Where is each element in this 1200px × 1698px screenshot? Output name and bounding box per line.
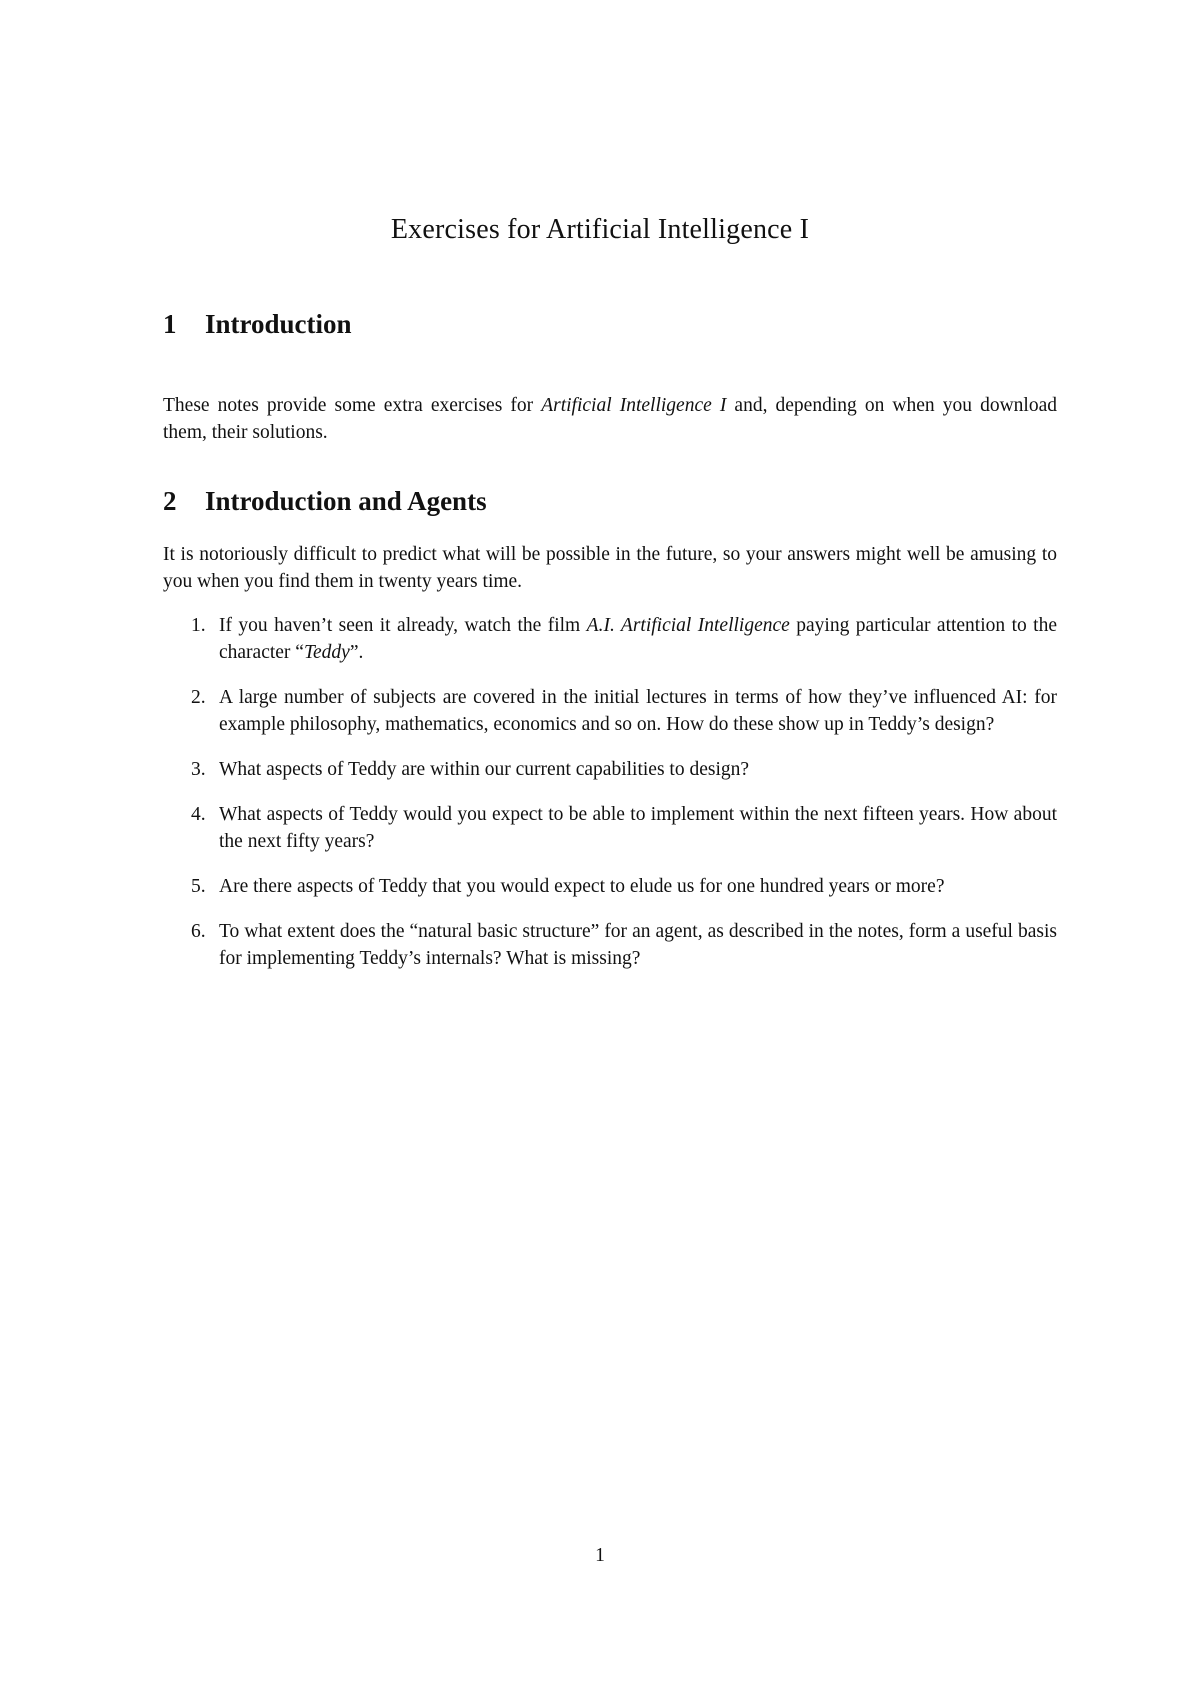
exercise-list <box>163 612 1057 990</box>
exercise-item <box>163 918 1057 972</box>
exercise-text: If you haven’t seen it already, watch the film <box>219 615 587 636</box>
document-title: Exercises for Artificial Intelligence I <box>390 214 810 245</box>
film-title-emphasis: A.I. Artificial Intelligence <box>586 615 790 636</box>
exercise-number: 5. <box>191 876 206 897</box>
section-heading-introduction <box>163 309 352 340</box>
exercise-text: To what extent does the “natural basic structure” for an agent, as described in the notes, form a useful basis for implementing Teddy’s internals? What is missing? <box>219 921 1057 969</box>
page-number: 1 <box>595 1545 605 1566</box>
section-heading-introduction-and-agents <box>163 486 487 517</box>
exercise-item <box>163 801 1057 855</box>
exercise-item <box>163 684 1057 738</box>
section-1-paragraph <box>163 392 1057 446</box>
section-title: Introduction <box>205 309 352 339</box>
section-title: Introduction and Agents <box>205 486 487 516</box>
exercise-item <box>163 873 1057 900</box>
exercise-item <box>163 612 1057 666</box>
exercise-number: 3. <box>191 759 206 780</box>
paragraph-text: and, depending on when you download them, their solutions. <box>163 395 1057 443</box>
exercise-text: What aspects of Teddy would you expect to be able to implement within the next fifteen years. How about the next fifty years? <box>219 804 1057 852</box>
paragraph-text: These notes provide some extra exercises for <box>163 395 542 416</box>
section-2-paragraph: It is notoriously difficult to predict what will be possible in the future, so your answers might well be amusing to you when you find them in twenty years time. <box>163 544 1057 592</box>
course-name-emphasis: Artificial Intelligence I <box>541 395 727 416</box>
section-number: 2 <box>163 486 177 516</box>
exercise-text: paying particular attention to the character “ <box>219 615 1058 663</box>
exercise-number: 6. <box>191 921 206 942</box>
exercise-number: 2. <box>191 687 206 708</box>
character-name-emphasis: Teddy <box>303 642 350 663</box>
section-number: 1 <box>163 309 177 339</box>
exercise-text: Are there aspects of Teddy that you would expect to elude us for one hundred years or more? <box>219 876 945 897</box>
exercise-text: What aspects of Teddy are within our current capabilities to design? <box>219 759 750 780</box>
exercise-item <box>163 756 1057 783</box>
exercise-text: ”. <box>349 642 364 663</box>
exercise-text: A large number of subjects are covered in the initial lectures in terms of how they’ve influenced AI: for example philosophy, mathematics, economics and so on. How do these show up in Teddy’s design? <box>219 687 1057 735</box>
exercise-number: 1. <box>191 615 206 636</box>
exercise-number: 4. <box>191 804 206 825</box>
